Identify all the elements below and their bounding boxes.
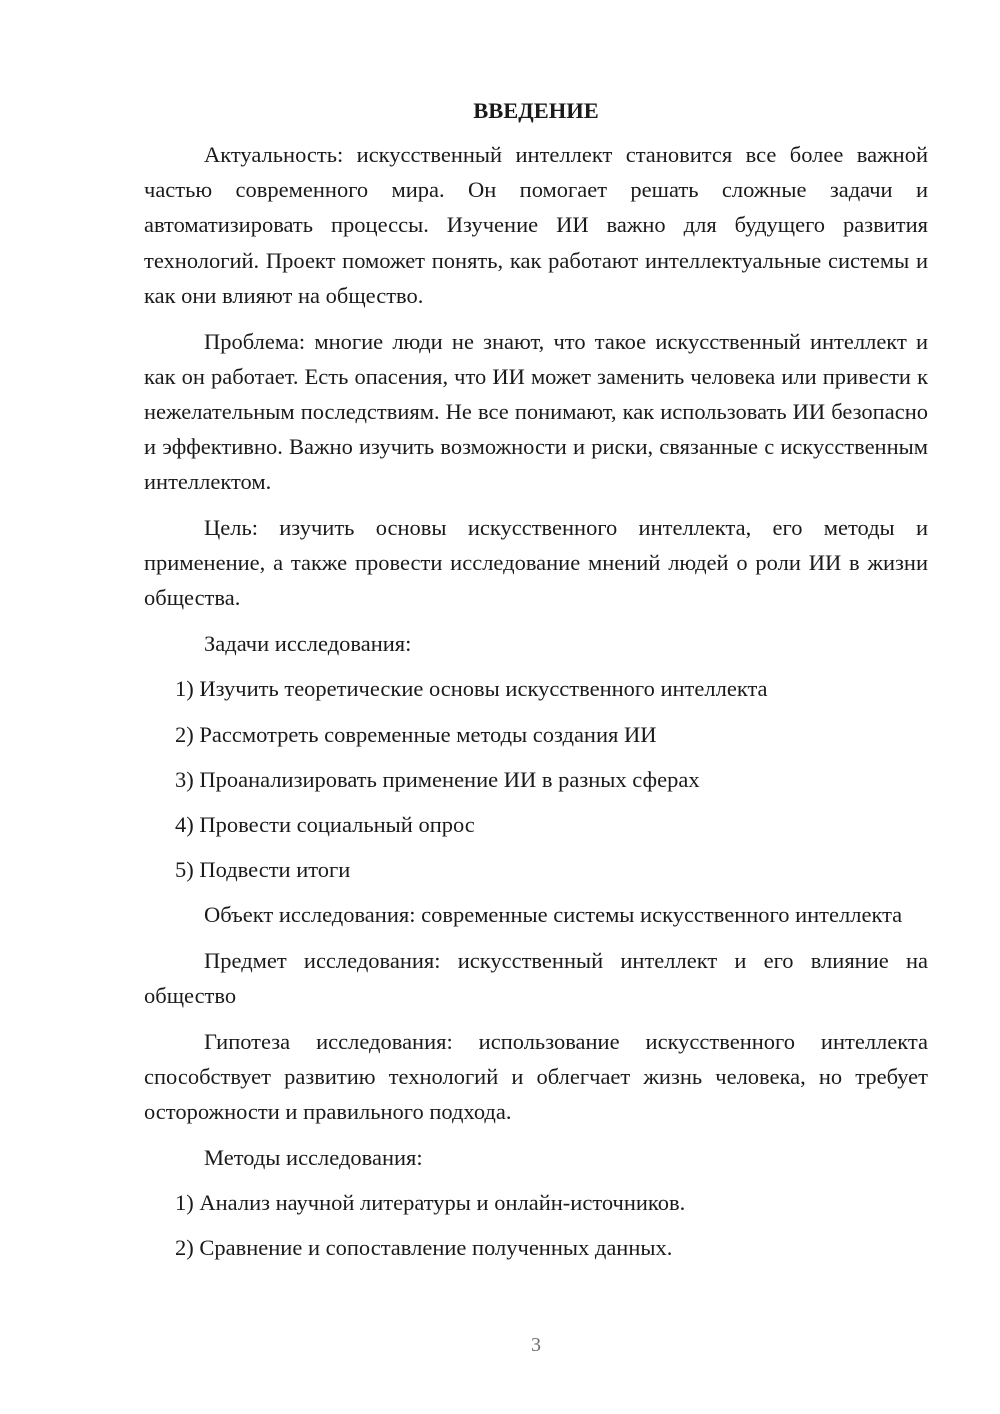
relevance-paragraph: Актуальность: искусственный интеллект становится все более важной частью современного мира. Он помогает решать сложные задачи и автоматизировать процессы. Изучение ИИ важно для будущего развития технологий. Проект поможет понять, как работают интеллектуальные системы и как они влияют на общество. xyxy=(144,142,928,308)
method-item: 1) Анализ научной литературы и онлайн-источников. xyxy=(175,1190,686,1216)
task-item: 3) Проанализировать применение ИИ в разных сферах xyxy=(175,766,700,792)
task-item: 1) Изучить теоретические основы искусственного интеллекта xyxy=(175,676,768,702)
goal-paragraph: Цель: изучить основы искусственного интеллекта, его методы и применение, а также провести исследование мнений людей о роли ИИ в жизни общества. xyxy=(144,515,928,611)
methods-heading: Методы исследования: xyxy=(204,1145,423,1171)
methods-list xyxy=(144,1185,928,1265)
hypothesis-paragraph: Гипотеза исследования: использование искусственного интеллекта способствует развитию технологий и облегчает жизнь человека, но требует осторожности и правильного подхода. xyxy=(144,1028,928,1125)
tasks-heading: Задачи исследования: xyxy=(204,631,412,657)
object-paragraph: Объект исследования: современные системы искусственного интеллекта xyxy=(204,902,903,928)
task-item: 5) Подвести итоги xyxy=(175,857,351,883)
problem-paragraph: Проблема: многие люди не знают, что такое искусственный интеллект и как он работает. Есть опасения, что ИИ может заменить человека или привести к нежелательным последствиям. Не все понимают, как использовать ИИ безопасно и эффективно. Важно изучить возможности и риски, связанные с искусственным интеллектом. xyxy=(144,328,928,495)
tasks-list xyxy=(144,671,928,887)
method-item: 2) Сравнение и сопоставление полученных данных. xyxy=(175,1235,673,1261)
task-item: 2) Рассмотреть современные методы создания ИИ xyxy=(175,721,657,747)
page-number: 3 xyxy=(531,1334,541,1356)
document-page xyxy=(144,96,928,1276)
section-title: ВВЕДЕНИЕ xyxy=(473,98,599,123)
subject-paragraph: Предмет исследования: искусственный интеллект и его влияние на общество xyxy=(144,948,928,1009)
task-item: 4) Провести социальный опрос xyxy=(175,811,475,837)
